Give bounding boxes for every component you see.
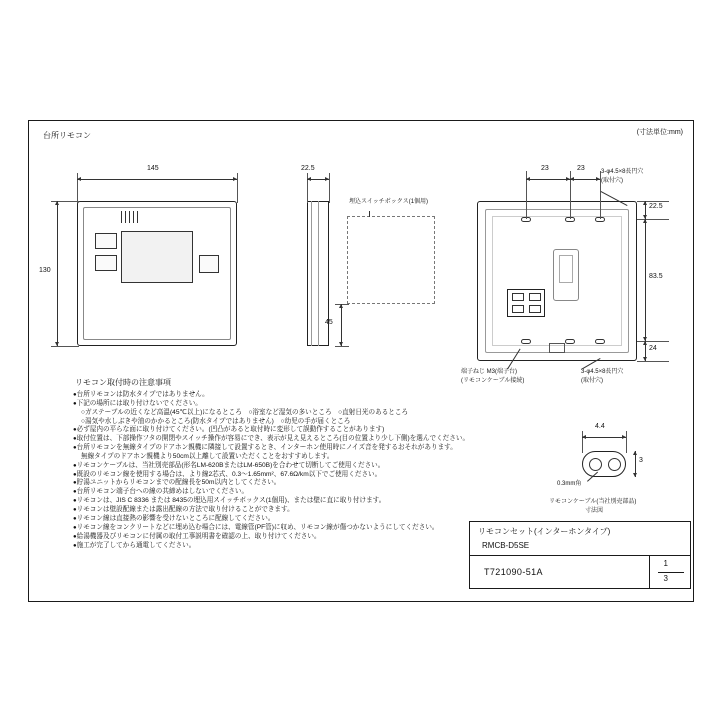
page-title: 台所リモコン: [43, 131, 91, 140]
front-button-upper-left: [95, 233, 117, 249]
front-button-right: [199, 255, 219, 273]
front-width-dim: 145: [147, 165, 159, 172]
cable-channel-inner: [559, 255, 573, 283]
dim-ext-line: [51, 346, 79, 347]
note-item: ●下記の場所には取り付けないでください。: [73, 399, 202, 407]
dim-line-22-5: [645, 201, 646, 219]
terminal-screw: [529, 305, 541, 313]
dim-line-23b: [570, 179, 600, 180]
dim-line-23a: [526, 179, 570, 180]
side-view-inner: [311, 201, 319, 346]
dim-line-cable-height: [635, 451, 636, 477]
dim-line-width: [77, 179, 237, 180]
embedded-box-label: 埋込スイッチボックス(1個用): [349, 199, 429, 205]
cable-core-dim: 0.3mm角: [557, 481, 582, 487]
note-item: ●台所リモコン端子台への線の共締めはしないでください。: [73, 488, 249, 496]
back-dim-24: 24: [649, 345, 657, 352]
notes-list: [73, 391, 470, 551]
dim-ext-line: [329, 173, 330, 203]
dim-line-height: [57, 201, 58, 346]
note-item: ●台所リモコンを無線タイプのドアホン親機に隣接して設置するとき、インターホン使用時にノイズ音を発するおそれがあります。: [73, 444, 457, 452]
side-lower-dim: 45: [325, 319, 333, 326]
note-item: ●給湯機器及びリモコンに付属の取付工事説明書を確認の上、取り付けてください。: [73, 532, 321, 540]
note-item: ●施工が完了してから通電してください。: [73, 541, 196, 549]
speaker-slit: [133, 211, 134, 223]
mounting-hole: [595, 339, 605, 344]
note-item: ●リモコン線をコンクリートなどに埋め込む場合には、電線管(PF管)に収め、リモコン線が傷つかないようにしてください。: [73, 523, 439, 531]
title-block-upper: [470, 522, 690, 556]
terminal-callout: 端子ねじ M3(端子台): [461, 369, 517, 375]
note-item: ●リモコン線は直接熱の影響を受けないところに配線してください。: [73, 515, 275, 523]
dim-ext-line: [335, 346, 349, 347]
front-button-lower-left: [95, 255, 117, 271]
product-name: リモコンセット(インターホンタイプ): [478, 527, 611, 536]
back-latch: [549, 343, 565, 353]
terminal-screw: [512, 293, 524, 301]
cable-width-dim: 4.4: [595, 423, 605, 430]
dim-line-cable-width: [582, 437, 626, 438]
display-screen: [121, 231, 193, 283]
back-dim-23-a: 23: [541, 165, 549, 172]
page-total: 3: [663, 574, 668, 583]
speaker-slit: [121, 211, 122, 223]
hole-callout-bottom-sub: (取付穴): [581, 378, 603, 384]
notes-block: [73, 377, 470, 551]
dim-line-83-5: [645, 219, 646, 341]
cable-core: [608, 458, 621, 471]
title-block: [469, 521, 691, 589]
front-height-dim: 130: [39, 267, 51, 274]
side-depth-dim: 22.5: [301, 165, 315, 172]
cable-caption-sub: 寸法図: [585, 508, 604, 514]
dim-ext-line: [637, 201, 669, 202]
title-block-lower: [470, 556, 690, 589]
note-item: ●貯湯ユニットからリモコンまでの配線長を50m以内としてください。: [73, 479, 281, 487]
note-item: ●リモコンケーブルは、当社別売部品(形名LM-620BまたはLM-650B)を合わせて切断してご使用ください。: [73, 461, 385, 469]
dim-line-depth: [307, 179, 329, 180]
cable-core: [589, 458, 602, 471]
drawing-number: T721090-51A: [484, 567, 543, 577]
product-model: RMCB-D5SE: [482, 541, 530, 550]
leader-line: [369, 211, 370, 217]
drawing-sheet: [28, 120, 694, 602]
dim-ext-line: [626, 431, 627, 453]
dim-ext-line: [637, 341, 669, 342]
dim-ext-line: [237, 173, 238, 203]
mounting-hole: [565, 339, 575, 344]
note-item: ●台所リモコンは防水タイプではありません。: [73, 391, 209, 398]
note-item: ●既設のリモコン線を使用する場合は、より線2芯式、0.3〜1.65mm²、67.6Ω/km以下でご使用ください。: [73, 470, 382, 478]
back-dim-23-b: 23: [577, 165, 585, 172]
terminal-screw: [529, 293, 541, 301]
hole-callout-top-sub: (取付穴): [601, 178, 623, 184]
speaker-slit: [125, 211, 126, 223]
page-number: 1: [663, 559, 668, 568]
terminal-screw: [512, 305, 524, 313]
cable-caption: リモコンケーブル(当社別売部品): [549, 499, 637, 505]
embedded-switch-box: [347, 216, 435, 304]
notes-heading: リモコン取付時の注意事項: [75, 378, 171, 387]
speaker-slit: [129, 211, 130, 223]
page-fraction-bar: [658, 572, 684, 573]
dim-ext-line: [637, 361, 669, 362]
note-item: ○湯気や水しぶきや油のかかるところ(防水タイプではありません) ○幼児の手が届くところ: [81, 417, 351, 425]
note-item: ●取付位置は、下部操作フタの開閉やスイッチ操作が容易にでき、表示が見え見えるところ(目の位置より少し下側)を選んでください。: [73, 435, 470, 443]
hole-callout-top: 3-φ4.5×8長円穴: [601, 169, 644, 175]
hole-callout-bottom: 3-φ4.5×8長円穴: [581, 369, 624, 375]
back-dim-83-5: 83.5: [649, 273, 663, 280]
dim-ext-line: [637, 219, 669, 220]
terminal-callout-sub: (リモコンケーブル接続): [461, 378, 525, 384]
unit-note: (寸法単位:mm): [636, 129, 683, 136]
mounting-hole: [521, 339, 531, 344]
note-item: 無線タイプのドアホン親機より50cm以上離して設置いただくことをおすすめします。: [81, 452, 334, 460]
note-item: ●必ず屋内の平らな面に取り付けてください。(凹凸があると取付時に変形して誤動作することがあります): [73, 426, 385, 434]
cable-height-dim: 3: [639, 457, 643, 464]
dim-line-24: [645, 341, 646, 361]
note-item: ●リモコンは、JIS C 8336 または 8435の埋込用スイッチボックス(1個用)、または壁に直に取り付けます。: [73, 497, 386, 505]
speaker-slit: [137, 211, 138, 223]
dim-line-45: [341, 304, 342, 346]
note-item: ○ガステーブルの近くなど高温(45℃以上)になるところ ○浴室など湿気の多いところ ○直射日光のあるところ: [81, 408, 409, 416]
divider: [649, 556, 650, 589]
back-dim-22-5: 22.5: [649, 203, 663, 210]
note-item: ●リモコンは壁設配線または露出配線の方法で取り付けることができます。: [73, 506, 294, 514]
